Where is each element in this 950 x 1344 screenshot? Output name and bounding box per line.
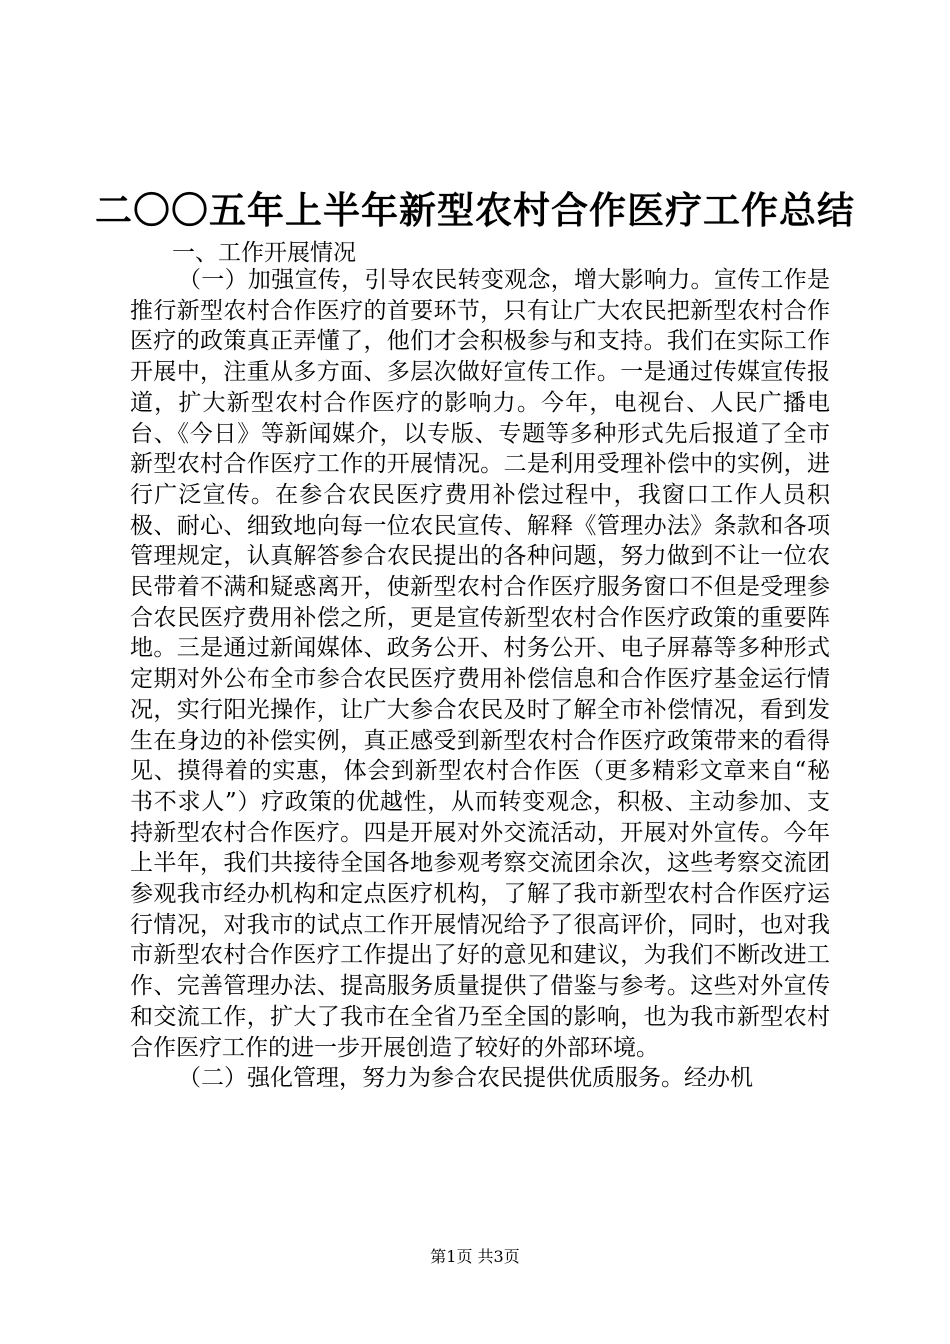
document-title: 二〇〇五年上半年新型农村合作医疗工作总结 xyxy=(95,188,855,232)
paragraph-management: （二）强化管理，努力为参合农民提供优质服务。经办机 xyxy=(178,1065,753,1092)
page-footer: 第1页 共3页 xyxy=(430,1247,520,1266)
paragraph-publicity: （一）加强宣传，引导农民转变观念，增大影响力。宣传工作是推行新型农村合作医疗的首要环节，只有让广大农民把新型农村合作医疗的政策真正弄懂了，他们才会积极参与和支持。我们在实际工作开展中，注重从多方面、多层次做好宣传工作。一是通过传媒宣传报道，扩大新型农村合作医疗的影响力。今年，电视台、人民广播电台、《今日》等新闻媒介，以专版、专题等多种形式先后报道了全市新型农村合作医疗工作的开展情况。二是利用受理补偿中的实例，进行广泛宣传。在参合农民医疗费用补偿过程中，我窗口工作人员积极、耐心、细致地向每一位农民宣传、解释《管理办法》条款和各项管理规定，认真解答参合农民提出的各种问题，努力做到不让一位农民带着不满和疑惑离开，使新型农村合作医疗服务窗口不但是受理参合农民医疗费用补偿之所，更是宣传新型农村合作医疗政策的重要阵地。三是通过新闻媒体、政务公开、村务公开、电子屏幕等多种形式定期对外公布全市参合农民医疗费用补偿信息和合作医疗基金运行情况，实行阳光操作，让广大参合农民及时了解全市补偿情况，看到发生在身边的补偿实例，真正感受到新型农村合作医疗政策带来的看得见、摸得着的实惠，体会到新型农村合作医（更多精彩文章来自“秘书不求人”）疗政策的优越性，从而转变观念，积极、主动参加、支持新型农村合作医疗。四是开展对外交流活动，开展对外宣传。今年上半年，我们共接待全国各地参观考察交流团余次，这些考察交流团参观我市经办机构和定点医疗机构，了解了我市新型农村合作医疗运行情况，对我市的试点工作开展情况给予了很高评价，同时，也对我市新型农村合作医疗工作提出了好的意见和建议，为我们不断改进工作、完善管理办法、提高服务质量提供了借鉴与参考。这些对外宣传和交流工作，扩大了我市在全省乃至全国的影响，也为我市新型农村合作医疗工作的进一步开展创造了较好的外部环境。 xyxy=(130,267,830,1061)
document-body xyxy=(130,265,830,1094)
section-heading: 一、工作开展情况 xyxy=(172,240,356,266)
